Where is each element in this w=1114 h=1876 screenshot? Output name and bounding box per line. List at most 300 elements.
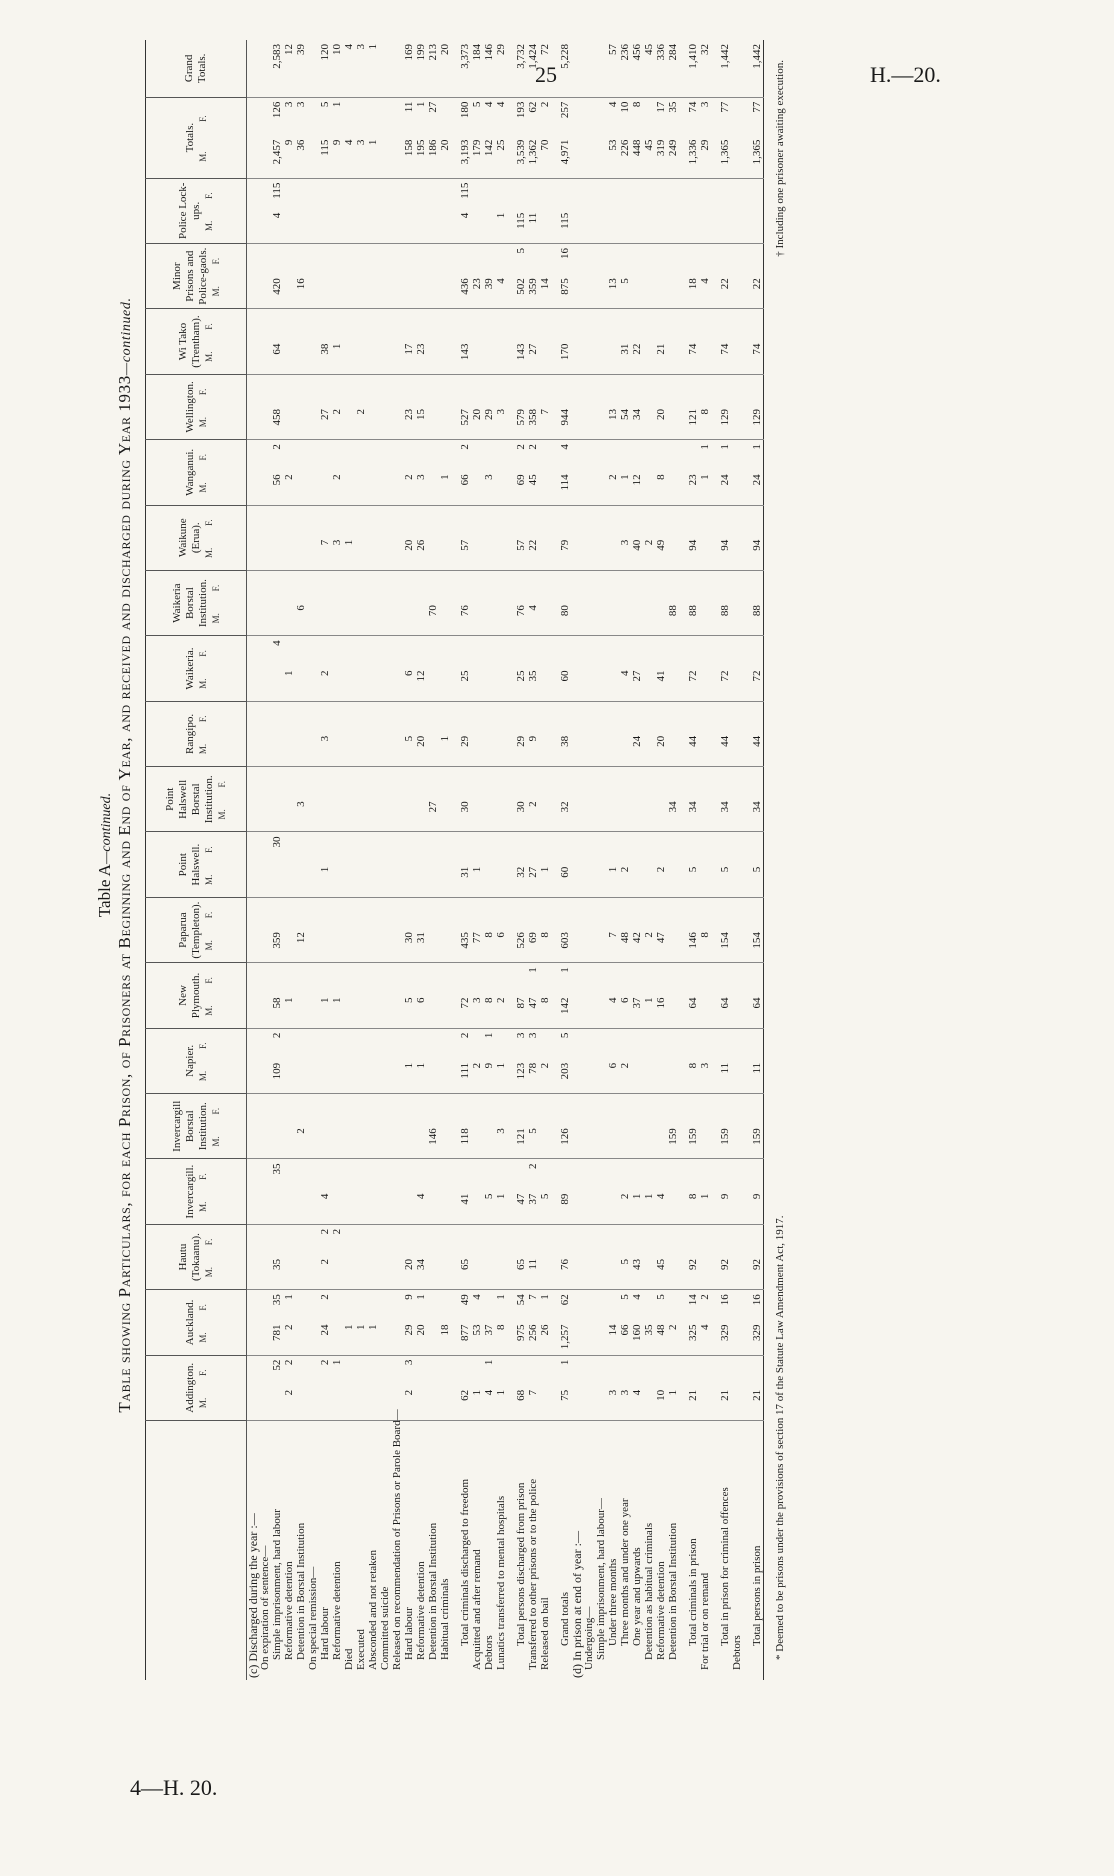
data-cell <box>571 1290 583 1355</box>
data-cell <box>355 309 367 374</box>
row-label: Lunatics transferred to mental hospitals <box>495 1495 507 1670</box>
female-value <box>495 900 507 930</box>
male-value: 18 <box>687 278 699 290</box>
male-value: 8 <box>539 932 551 938</box>
male-value: 27 <box>527 866 539 878</box>
female-value <box>751 704 763 734</box>
data-cell <box>415 374 427 439</box>
data-cell <box>391 963 403 1028</box>
male-value: 7 <box>539 408 551 415</box>
data-cell <box>319 963 331 1028</box>
data-cell <box>667 40 679 97</box>
female-value <box>619 246 631 276</box>
table-row <box>495 40 507 1680</box>
data-cell <box>527 570 539 635</box>
data-cell <box>331 40 343 97</box>
data-cell <box>367 963 379 1028</box>
column-header-label: New Plymouth. <box>177 972 202 1019</box>
female-value <box>403 442 415 472</box>
male-value: 458 <box>271 408 283 426</box>
table-row <box>631 40 643 1680</box>
data-cell <box>295 832 307 897</box>
data-cell <box>451 440 459 505</box>
data-cell <box>699 97 711 178</box>
male-value: 25 <box>495 139 507 151</box>
data-cell <box>679 570 687 635</box>
data-cell <box>711 1355 719 1420</box>
female-value <box>459 769 471 799</box>
data-cell <box>539 97 551 178</box>
data-cell <box>343 1028 355 1093</box>
male-value: 111 <box>459 1062 471 1079</box>
data-cell <box>451 1224 459 1289</box>
male-subheader: M. <box>210 613 221 624</box>
total-value: 45 <box>643 44 655 55</box>
data-cell <box>343 1355 355 1420</box>
female-value: 2 <box>319 1359 331 1366</box>
table-row <box>751 40 764 1680</box>
data-cell <box>307 505 319 570</box>
column-header-label: Napier. <box>183 1044 196 1077</box>
data-cell <box>619 963 631 1028</box>
total-value: 39 <box>295 44 307 55</box>
female-value: 2 <box>459 444 471 450</box>
data-cell <box>271 1355 283 1420</box>
data-cell <box>667 701 679 766</box>
male-value: 37 <box>527 1193 539 1205</box>
female-value <box>415 377 427 407</box>
data-cell <box>259 963 271 1028</box>
data-cell <box>731 374 743 439</box>
male-value: 420 <box>271 278 283 295</box>
total-value: 10 <box>331 44 343 55</box>
data-cell <box>247 243 260 308</box>
data-cell <box>719 1028 731 1093</box>
data-cell <box>451 767 459 832</box>
male-value: 12 <box>631 474 643 486</box>
data-cell <box>495 374 507 439</box>
data-cell <box>719 570 731 635</box>
data-cell <box>391 243 403 308</box>
male-value: 1 <box>367 139 379 146</box>
data-cell <box>751 897 764 962</box>
data-cell <box>259 832 271 897</box>
data-cell <box>367 374 379 439</box>
row-label: Reformative detention <box>331 1561 343 1660</box>
data-cell <box>711 243 719 308</box>
data-cell <box>751 309 764 374</box>
data-cell <box>643 1290 655 1355</box>
data-cell <box>259 178 271 243</box>
data-cell <box>403 570 415 635</box>
column-header <box>146 440 247 505</box>
data-cell <box>731 897 743 962</box>
data-cell <box>711 636 719 701</box>
female-value <box>415 638 427 668</box>
data-cell <box>391 570 403 635</box>
female-value <box>471 1031 483 1061</box>
female-value: 1 <box>415 101 427 108</box>
female-value: 1 <box>483 1032 495 1039</box>
data-cell <box>307 701 319 766</box>
female-subheader: F. <box>197 650 208 657</box>
total-value: 4 <box>343 44 355 50</box>
data-cell <box>331 1290 343 1355</box>
female-value <box>295 769 307 799</box>
total-value: 1,442 <box>719 44 731 69</box>
female-value <box>427 573 439 603</box>
data-cell <box>515 701 527 766</box>
male-value: 2 <box>619 1062 631 1069</box>
data-cell <box>415 1159 427 1224</box>
data-cell <box>355 1224 367 1289</box>
table-row <box>391 40 403 1680</box>
data-cell <box>495 1290 507 1355</box>
female-value <box>619 1031 631 1061</box>
female-value: 1 <box>559 967 571 973</box>
table-row <box>667 40 679 1680</box>
female-value <box>367 100 379 138</box>
data-cell <box>415 1355 427 1420</box>
data-cell <box>483 1028 495 1093</box>
data-cell <box>343 374 355 439</box>
data-cell <box>731 1290 743 1355</box>
data-cell <box>415 832 427 897</box>
data-cell <box>743 243 751 308</box>
column-header-label: Wanganui. <box>183 448 196 496</box>
table-row <box>415 40 427 1680</box>
data-cell <box>307 243 319 308</box>
data-cell <box>583 97 595 178</box>
data-cell <box>527 1094 539 1159</box>
data-cell <box>751 1159 764 1224</box>
total-value: 57 <box>607 44 619 55</box>
male-value: 22 <box>751 278 763 290</box>
data-cell <box>343 701 355 766</box>
female-value <box>415 1227 427 1257</box>
data-cell <box>483 1159 495 1224</box>
data-cell <box>259 636 271 701</box>
table-caption-text: Table A <box>95 864 114 918</box>
data-cell <box>259 1159 271 1224</box>
female-value <box>319 1161 331 1191</box>
male-value: 11 <box>527 212 539 224</box>
female-value <box>471 377 483 407</box>
data-cell <box>259 309 271 374</box>
data-cell <box>295 963 307 1028</box>
data-cell <box>271 374 283 439</box>
male-value: 62 <box>459 1389 471 1401</box>
data-cell <box>507 374 515 439</box>
data-cell <box>655 636 667 701</box>
data-cell <box>427 1028 439 1093</box>
male-value: 29 <box>483 408 495 420</box>
row-label: Reformative detention <box>283 1561 295 1660</box>
data-cell <box>719 374 731 439</box>
data-cell <box>719 1094 731 1159</box>
data-cell <box>295 767 307 832</box>
data-cell <box>259 505 271 570</box>
data-cell <box>391 309 403 374</box>
data-cell <box>471 767 483 832</box>
data-cell <box>283 1224 295 1289</box>
data-cell <box>539 1355 551 1420</box>
male-value: 13 <box>607 278 619 290</box>
female-value <box>343 508 355 538</box>
data-cell <box>355 701 367 766</box>
data-cell <box>667 1028 679 1093</box>
data-cell <box>743 701 751 766</box>
data-cell <box>331 440 343 505</box>
male-value: 2 <box>355 408 367 415</box>
data-cell <box>583 1028 595 1093</box>
female-value <box>415 311 427 341</box>
male-value: 143 <box>459 343 471 361</box>
female-value <box>471 1358 483 1388</box>
data-cell <box>507 1028 515 1093</box>
data-cell <box>687 636 699 701</box>
data-cell <box>719 1355 731 1420</box>
data-cell <box>515 1355 527 1420</box>
female-value: 74 <box>687 101 699 113</box>
data-cell <box>331 636 343 701</box>
male-value: 114 <box>559 474 571 491</box>
male-value: 9 <box>719 1193 731 1200</box>
female-value <box>331 442 343 472</box>
data-cell <box>539 1224 551 1289</box>
female-value <box>719 311 731 341</box>
data-cell <box>643 636 655 701</box>
data-cell <box>687 374 699 439</box>
data-cell <box>331 570 343 635</box>
male-value: 129 <box>719 408 731 426</box>
male-value: 76 <box>559 1259 571 1271</box>
data-cell <box>719 1159 731 1224</box>
data-cell <box>643 1028 655 1093</box>
female-value <box>527 1227 539 1257</box>
female-value <box>459 1358 471 1388</box>
male-value: 3 <box>619 539 631 546</box>
data-cell <box>379 897 391 962</box>
female-value <box>459 311 471 341</box>
spacer-row <box>551 40 559 1680</box>
female-value <box>319 704 331 734</box>
male-value: 1 <box>343 539 355 546</box>
data-cell <box>711 1028 719 1093</box>
data-cell <box>687 1159 699 1224</box>
data-cell <box>507 963 515 1028</box>
data-cell <box>699 570 711 635</box>
data-cell <box>259 97 271 178</box>
female-value: 5 <box>471 101 483 108</box>
column-header <box>146 40 247 97</box>
female-value <box>515 1358 527 1388</box>
data-cell <box>355 897 367 962</box>
data-cell <box>459 767 471 832</box>
column-header-label: Invercargill. <box>183 1164 196 1219</box>
data-cell <box>307 40 319 97</box>
data-cell <box>643 309 655 374</box>
female-value <box>559 1096 571 1126</box>
data-cell <box>551 505 559 570</box>
spacer-row <box>507 40 515 1680</box>
data-cell <box>391 636 403 701</box>
sex-subheader <box>210 246 222 306</box>
data-cell <box>451 1159 459 1224</box>
data-cell <box>483 178 495 243</box>
data-cell <box>459 701 471 766</box>
table-row <box>355 40 367 1680</box>
data-cell <box>667 963 679 1028</box>
data-cell <box>459 570 471 635</box>
label-header <box>146 1421 247 1680</box>
data-cell <box>539 570 551 635</box>
data-cell <box>743 97 751 178</box>
female-value <box>559 573 571 603</box>
female-value <box>559 704 571 734</box>
data-cell <box>719 243 731 308</box>
data-cell <box>711 1224 719 1289</box>
male-value: 45 <box>655 1259 667 1271</box>
data-cell <box>643 897 655 962</box>
data-cell <box>451 178 459 243</box>
data-cell <box>367 1355 379 1420</box>
male-value: 146 <box>427 1128 439 1145</box>
data-cell <box>355 832 367 897</box>
male-value: 35 <box>643 1324 655 1336</box>
data-cell <box>667 243 679 308</box>
data-cell <box>527 309 539 374</box>
male-value: 123 <box>515 1062 527 1080</box>
female-value <box>527 181 539 211</box>
female-value <box>319 835 331 865</box>
data-cell <box>631 1094 643 1159</box>
data-cell <box>719 309 731 374</box>
male-value: 2 <box>331 474 343 480</box>
data-cell <box>551 440 559 505</box>
female-value <box>619 377 631 407</box>
data-cell <box>731 505 743 570</box>
data-cell <box>507 570 515 635</box>
table-row <box>655 40 667 1680</box>
data-cell <box>559 243 571 308</box>
data-cell <box>331 178 343 243</box>
male-value: 146 <box>687 932 699 949</box>
male-value: 23 <box>415 343 427 355</box>
male-value: 20 <box>655 735 667 747</box>
data-cell <box>295 178 307 243</box>
male-value: 1 <box>331 343 343 350</box>
female-value <box>495 965 507 995</box>
data-cell <box>283 374 295 439</box>
page-reference: H.—20. <box>870 62 941 87</box>
data-cell <box>751 1290 764 1355</box>
female-value <box>643 1161 655 1191</box>
data-cell <box>559 1094 571 1159</box>
male-value: 20 <box>439 139 451 151</box>
data-cell <box>539 440 551 505</box>
row-label: Total criminals in prison <box>687 1538 699 1646</box>
total-value: 1 <box>367 44 379 50</box>
male-value: 21 <box>687 1389 699 1401</box>
data-cell <box>559 1028 571 1093</box>
data-cell <box>643 440 655 505</box>
data-cell <box>507 1159 515 1224</box>
data-cell <box>699 832 711 897</box>
male-value: 88 <box>751 605 763 617</box>
male-value: 877 <box>459 1324 471 1341</box>
female-value: 2 <box>319 1228 331 1235</box>
data-cell <box>391 1028 403 1093</box>
male-value: 2 <box>295 1128 307 1134</box>
data-cell <box>583 374 595 439</box>
table-row <box>439 40 451 1680</box>
male-value: 2 <box>283 474 295 480</box>
male-value: 1 <box>495 1389 507 1396</box>
table-header-row <box>146 40 247 1680</box>
data-cell <box>427 1159 439 1224</box>
data-cell <box>571 97 583 178</box>
data-cell <box>495 1224 507 1289</box>
data-cell <box>319 374 331 439</box>
female-value <box>655 900 667 930</box>
data-cell <box>355 963 367 1028</box>
data-cell <box>539 178 551 243</box>
data-cell <box>619 1028 631 1093</box>
female-value <box>515 835 527 865</box>
data-cell <box>619 1094 631 1159</box>
data-cell <box>379 1159 391 1224</box>
female-value <box>439 100 451 138</box>
footnote-execution: † Including one prisoner awaiting execution. <box>774 60 786 257</box>
data-cell <box>679 1094 687 1159</box>
female-value <box>751 835 763 865</box>
data-cell <box>743 832 751 897</box>
data-cell <box>439 1355 451 1420</box>
sex-subheader <box>203 900 215 960</box>
male-value: 21 <box>655 343 667 355</box>
female-value: 5 <box>619 1294 631 1300</box>
data-cell <box>355 243 367 308</box>
male-value: 8 <box>495 1324 507 1330</box>
female-value <box>495 1096 507 1126</box>
male-value: 4 <box>459 212 471 219</box>
male-value: 4 <box>527 605 539 611</box>
male-value: 1 <box>699 1193 711 1200</box>
data-cell <box>507 178 515 243</box>
female-value <box>719 508 731 538</box>
data-cell <box>719 701 731 766</box>
data-cell <box>331 1094 343 1159</box>
female-value <box>515 377 527 407</box>
data-cell <box>583 701 595 766</box>
data-cell <box>367 1159 379 1224</box>
data-cell <box>283 1290 295 1355</box>
female-value <box>687 573 699 603</box>
data-cell <box>559 97 571 178</box>
data-cell <box>459 897 471 962</box>
data-cell <box>283 505 295 570</box>
male-value: 226 <box>619 139 631 157</box>
male-value: 3 <box>607 1389 619 1396</box>
data-cell <box>471 178 483 243</box>
male-value: 121 <box>687 408 699 426</box>
data-cell <box>459 97 471 178</box>
data-cell <box>667 97 679 178</box>
data-cell <box>403 374 415 439</box>
data-cell <box>631 1159 643 1224</box>
male-value: 1,336 <box>687 139 699 165</box>
